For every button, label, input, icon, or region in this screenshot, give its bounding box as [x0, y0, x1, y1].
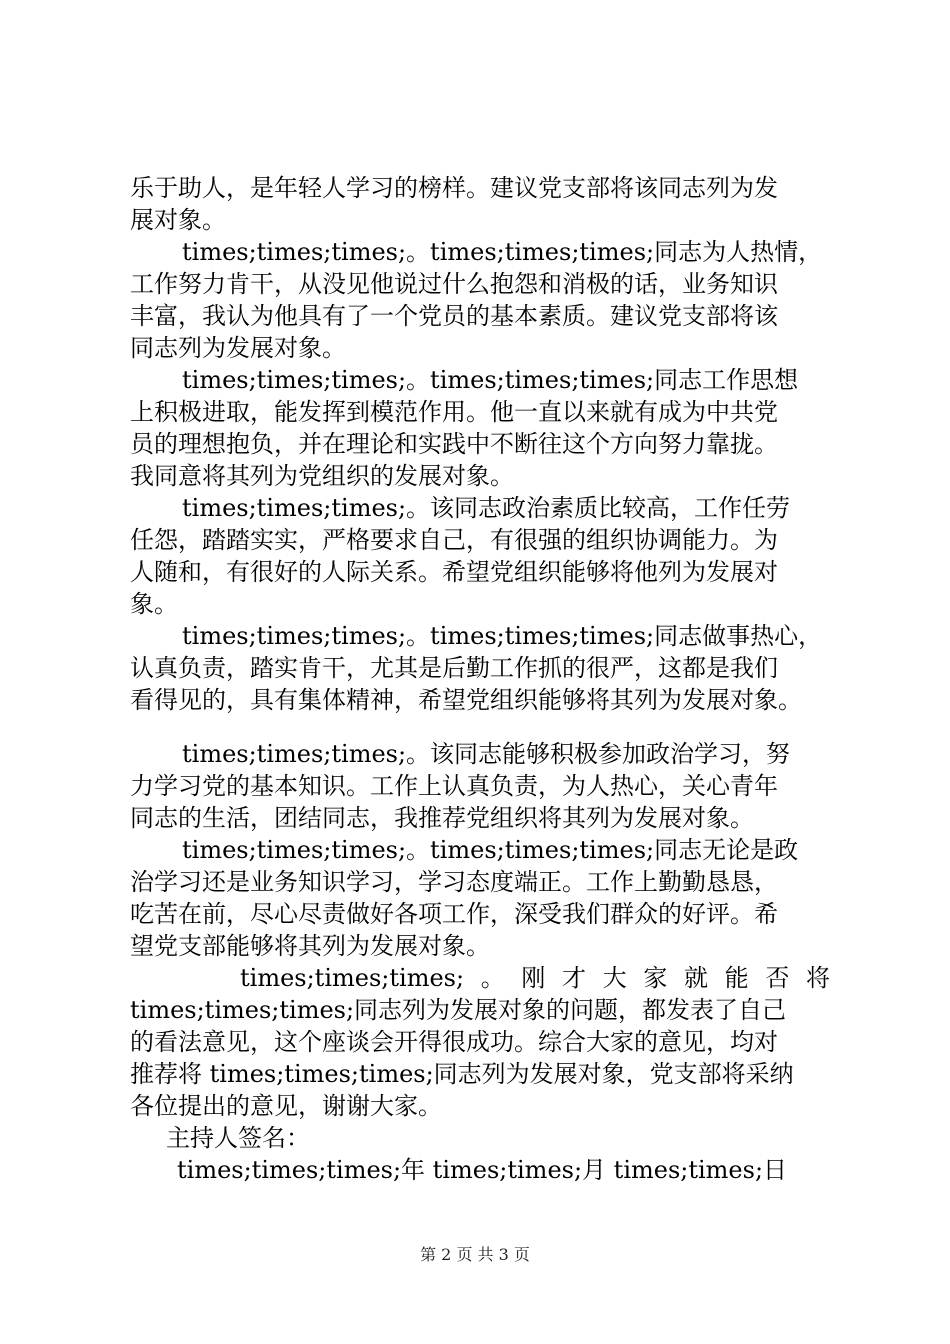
text-line: 乐于助人，是年轻人学习的榜样。建议党支部将该同志列为发	[130, 174, 778, 202]
justified-segment: 才	[562, 964, 587, 992]
paragraph-gap	[130, 716, 855, 738]
text-line: 望党支部能够将其列为发展对象。	[130, 932, 490, 960]
paragraph-start: times;times;times;。该同志政治素质比较高，工作任劳	[182, 494, 791, 522]
text-line: 象。	[130, 590, 178, 618]
text-line: 看得见的，具有集体精神，希望党组织能够将其列为发展对象。	[130, 686, 802, 714]
paragraph-start: times;times;times;。times;times;times;同志工作思想	[182, 366, 799, 394]
justified-segment: 否	[765, 964, 790, 992]
host-signature-label: 主持人签名：	[166, 1124, 310, 1152]
paragraph-start: times;times;times;。times;times;times;同志无论是政	[182, 836, 799, 864]
text-line: times;times;times;同志列为发展对象的问题，都发表了自己	[130, 996, 787, 1024]
justified-segment: 大	[602, 964, 627, 992]
paragraph-start: times;times;times;。times;times;times;同志做事热心，	[182, 622, 823, 650]
justified-segment: 就	[684, 964, 708, 992]
text-line: 员的理想抱负，并在理论和实践中不断往这个方向努力靠拢。	[130, 430, 778, 458]
justified-line	[130, 962, 855, 994]
text-line: 任怨，踏踏实实，严格要求自己，有很强的组织协调能力。为	[130, 526, 778, 554]
justified-segment: times;times;times;	[240, 964, 465, 992]
justified-segment: 家	[643, 964, 668, 992]
text-line: 同志列为发展对象。	[130, 334, 346, 362]
text-line: 上积极进取，能发挥到模范作用。他一直以来就有成为中共党	[130, 398, 778, 426]
text-line: 治学习还是业务知识学习，学习态度端正。工作上勤勤恳恳，	[130, 868, 778, 896]
paragraph-start: times;times;times;。该同志能够积极参加政治学习，努	[182, 740, 791, 768]
justified-segment: 将	[805, 964, 830, 992]
text-line: 力学习党的基本知识。工作上认真负责，为人热心，关心青年	[130, 772, 778, 800]
justified-segment: 。	[480, 964, 505, 992]
text-line: 展对象。	[130, 206, 226, 234]
justified-segment: 能	[724, 964, 749, 992]
paragraph-start: times;times;times;。times;times;times;同志为人热情，	[182, 238, 823, 266]
text-line: 人随和，有很好的人际关系。希望党组织能够将他列为发展对	[130, 558, 778, 586]
justified-segment: 刚	[521, 964, 546, 992]
text-line: 吃苦在前，尽心尽责做好各项工作，深受我们群众的好评。希	[130, 900, 778, 928]
page-footer: 第 2 页 共 3 页	[420, 1245, 530, 1264]
text-line: 工作努力肯干，从没见他说过什么抱怨和消极的话，业务知识	[130, 270, 778, 298]
text-line: 各位提出的意见，谢谢大家。	[130, 1092, 442, 1120]
text-line: 同志的生活，团结同志，我推荐党组织将其列为发展对象。	[130, 804, 754, 832]
signature-date: times;times;times;年 times;times;月 times;times;日	[177, 1156, 788, 1184]
text-line: 认真负责，踏实肯干，尤其是后勤工作抓的很严，这都是我们	[130, 654, 778, 682]
text-line: 丰富，我认为他具有了一个党员的基本素质。建议党支部将该	[130, 302, 778, 330]
text-line: 的看法意见，这个座谈会开得很成功。综合大家的意见，均对	[130, 1028, 778, 1056]
text-line: 推荐将 times;times;times;同志列为发展对象，党支部将采纳	[130, 1060, 794, 1088]
document-body	[130, 172, 855, 1186]
text-line: 我同意将其列为党组织的发展对象。	[130, 462, 514, 490]
